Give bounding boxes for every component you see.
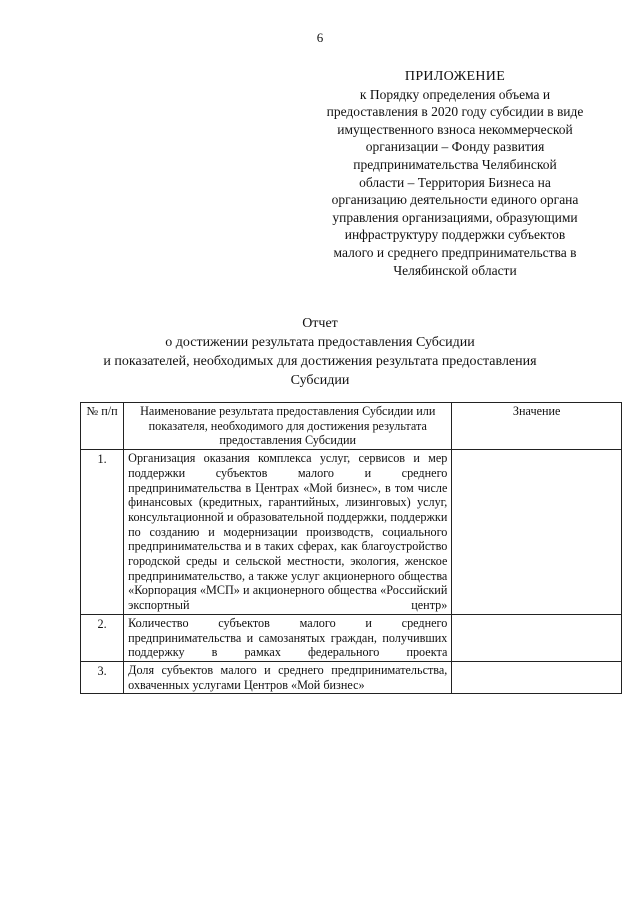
- appendix-line: предпринимательства Челябинской: [353, 156, 557, 172]
- table-row: [81, 661, 622, 693]
- appendix-line: имущественного взноса некоммерческой: [337, 121, 573, 137]
- header-value: Значение: [452, 403, 622, 450]
- appendix-line: управления организациями, образующими: [332, 209, 578, 225]
- appendix-line: инфраструктуру поддержки субъектов: [344, 227, 566, 243]
- row-num: 1.: [81, 450, 124, 615]
- row-num: 3.: [81, 661, 124, 693]
- header-name: Наименование результата предоставления Субсидии или показателя, необходимого для достижения результата предоставления Субсидии: [124, 403, 452, 450]
- appendix-line: Челябинской области: [393, 262, 517, 278]
- row-value: [452, 661, 622, 693]
- row-num: 2.: [81, 614, 124, 661]
- row-name: Количество субъектов малого и среднего предпринимательства и самозанятых граждан, получивших поддержку в рамках федерального проекта: [124, 614, 452, 661]
- report-title-line: и показателей, необходимых для достижения результата предоставления: [103, 354, 537, 369]
- appendix-line: области – Территория Бизнеса на: [359, 174, 551, 190]
- table-row: [81, 450, 622, 615]
- appendix-line: организации – Фонду развития: [365, 139, 545, 155]
- report-title-line: Субсидии: [290, 373, 350, 388]
- report-title-line: Отчет: [302, 316, 338, 331]
- appendix-line: малого и среднего предпринимательства в: [333, 244, 577, 260]
- report-table: [80, 402, 622, 694]
- row-value: [452, 614, 622, 661]
- table-row: [81, 614, 622, 661]
- appendix-block: [300, 68, 610, 279]
- table-header-row: [81, 403, 622, 450]
- row-value: [452, 450, 622, 615]
- header-num: № п/п: [81, 403, 124, 450]
- appendix-line: организацию деятельности единого органа: [331, 192, 579, 208]
- report-title-line: о достижении результата предоставления Субсидии: [165, 335, 475, 350]
- row-name: Организация оказания комплекса услуг, сервисов и мер поддержки субъектов малого и среднего предпринимательства в Центрах «Мой бизнес», в том числе финансовых (кредитных, гарантийных, лизинговых) услуг, консультационной и образовательной поддержки, поддержки по созданию и модернизации производств, социального предпринимательства и в таких сферах, как благоустройство городской среды и сельской местности, экология, женское предпринимательство, а также услуг акционерного общества «Корпорация «МСП» и акционерного общества «Российский экспортный центр»: [124, 450, 452, 615]
- appendix-line: предоставления в 2020 году субсидии в виде: [326, 104, 584, 120]
- report-title: [0, 314, 640, 390]
- appendix-title: ПРИЛОЖЕНИЕ: [404, 69, 506, 84]
- appendix-line: к Порядку определения объема и: [359, 86, 551, 102]
- page-number: 6: [316, 30, 324, 45]
- row-name: Доля субъектов малого и среднего предпринимательства, охваченных услугами Центров «Мой бизнес»: [124, 661, 452, 693]
